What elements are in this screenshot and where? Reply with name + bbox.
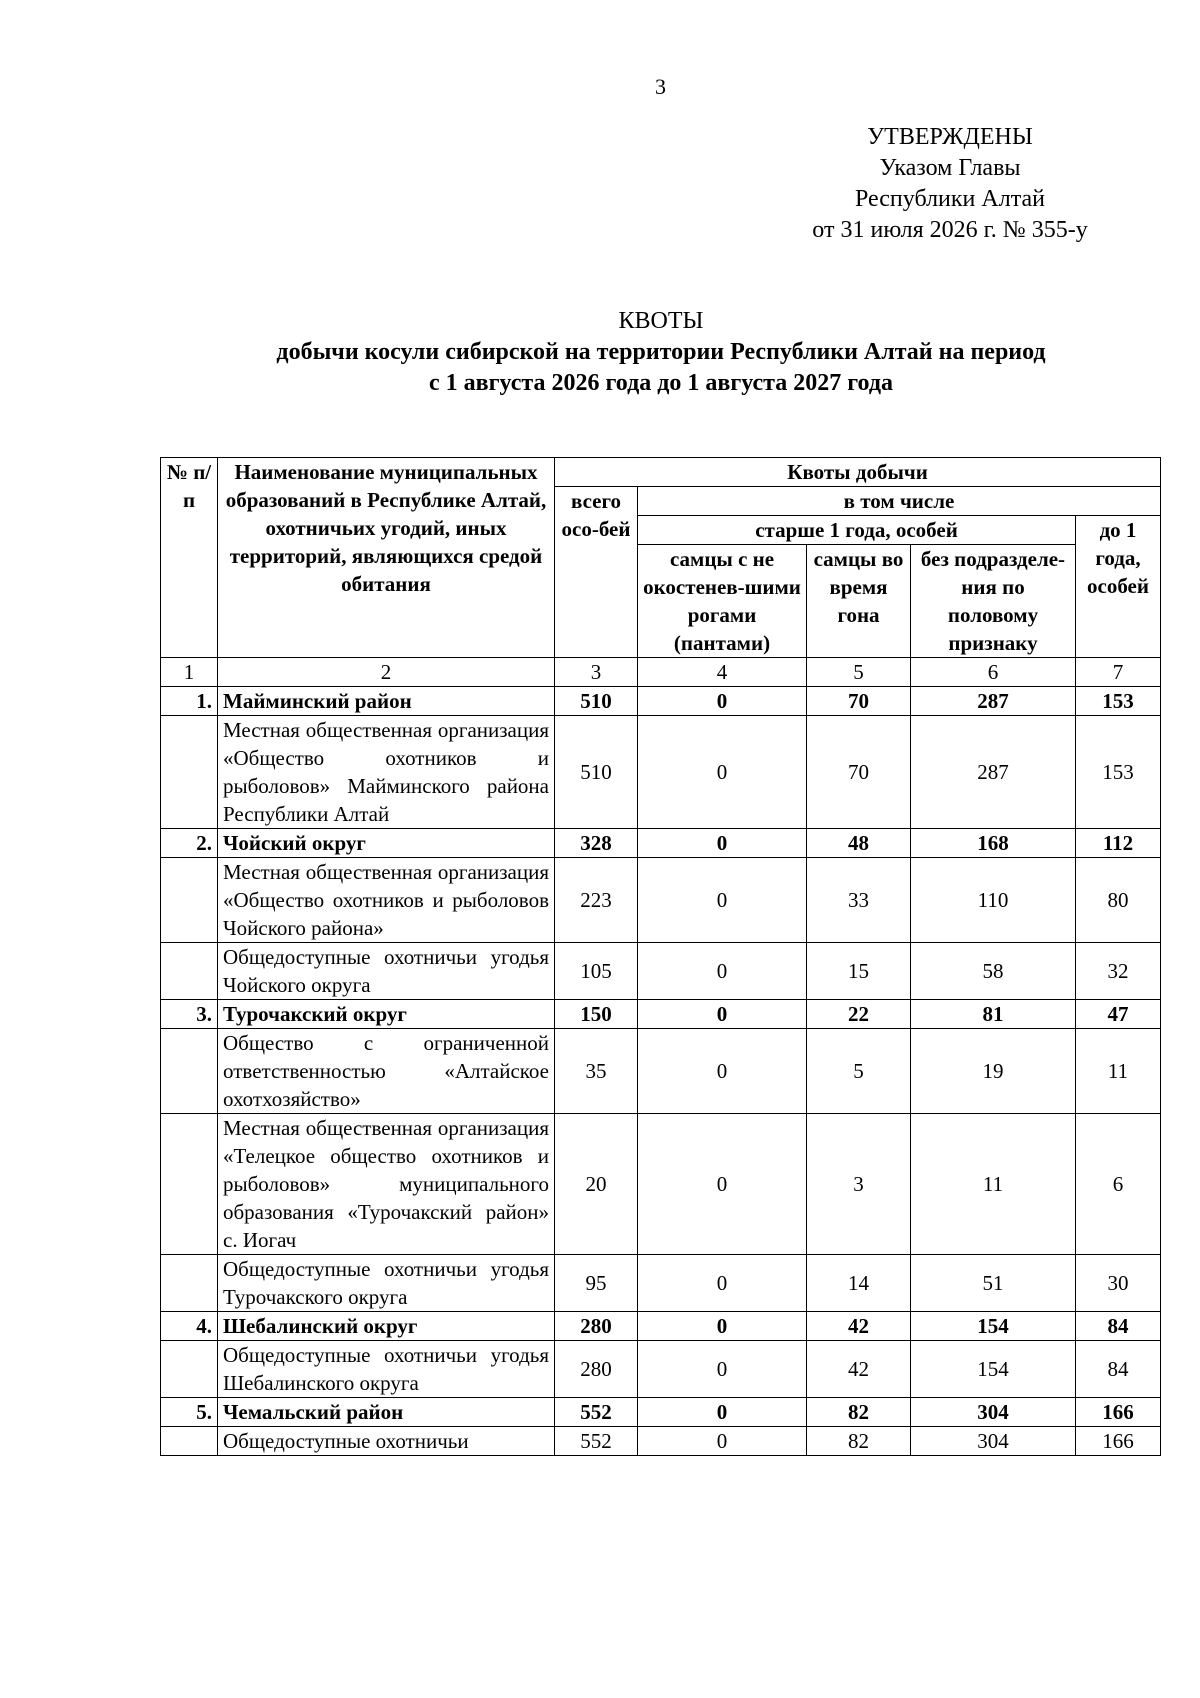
- row-rut-cell: 82: [807, 1398, 911, 1427]
- row-unsexed-cell: 304: [911, 1398, 1076, 1427]
- row-unsexed-cell: 154: [911, 1341, 1076, 1398]
- row-unsexed-cell: 287: [911, 716, 1076, 829]
- row-unsexed-cell: 51: [911, 1255, 1076, 1312]
- table-row: [161, 858, 1161, 943]
- header-quotas: Квоты добычи: [555, 458, 1161, 487]
- row-velvet-cell: 0: [638, 716, 807, 829]
- district-row: [161, 829, 1161, 858]
- row-name-cell: Турочакский округ: [218, 1000, 555, 1029]
- row-number-cell: 1.: [161, 687, 218, 716]
- row-unsexed-cell: 19: [911, 1029, 1076, 1114]
- row-under1-cell: 30: [1076, 1255, 1161, 1312]
- row-under1-cell: 84: [1076, 1341, 1161, 1398]
- row-name-cell: Местная общественная организация «Общество охотников и рыболовов» Майминского района Республики Алтай: [218, 716, 555, 829]
- row-name-cell: Чемальский район: [218, 1398, 555, 1427]
- row-total-cell: 510: [555, 716, 638, 829]
- row-total-cell: 280: [555, 1341, 638, 1398]
- row-under1-cell: 47: [1076, 1000, 1161, 1029]
- row-rut-cell: 70: [807, 716, 911, 829]
- table-row: [161, 1114, 1161, 1255]
- row-number-cell: [161, 858, 218, 943]
- header-rut: самцы во время гона: [807, 545, 911, 658]
- row-total-cell: 280: [555, 1312, 638, 1341]
- row-under1-cell: 166: [1076, 1427, 1161, 1456]
- quota-table-body: [161, 458, 1161, 1456]
- approval-line-2: Указом Главы: [879, 155, 1021, 181]
- district-row: [161, 687, 1161, 716]
- quota-table: [160, 457, 1161, 1456]
- row-total-cell: 510: [555, 687, 638, 716]
- header-no: № п/п: [161, 458, 218, 658]
- title-line-1: КВОТЫ: [618, 308, 704, 334]
- row-under1-cell: 153: [1076, 716, 1161, 829]
- page-number: 3: [655, 74, 666, 99]
- row-total-cell: 552: [555, 1398, 638, 1427]
- header-velvet: самцы с не окостенев-шими рогами (пантами): [638, 545, 807, 658]
- row-velvet-cell: 0: [638, 1114, 807, 1255]
- table-row: [161, 716, 1161, 829]
- approval-line-3: Республики Алтай: [855, 186, 1045, 212]
- row-total-cell: 552: [555, 1427, 638, 1456]
- column-number: 1: [161, 658, 218, 687]
- row-total-cell: 150: [555, 1000, 638, 1029]
- column-number: 6: [911, 658, 1076, 687]
- header-under1: до 1 года, особей: [1076, 516, 1161, 658]
- row-velvet-cell: 0: [638, 1255, 807, 1312]
- district-row: [161, 1000, 1161, 1029]
- district-row: [161, 1398, 1161, 1427]
- row-rut-cell: 33: [807, 858, 911, 943]
- row-under1-cell: 11: [1076, 1029, 1161, 1114]
- row-velvet-cell: 0: [638, 1000, 807, 1029]
- row-rut-cell: 48: [807, 829, 911, 858]
- row-under1-cell: 6: [1076, 1114, 1161, 1255]
- row-velvet-cell: 0: [638, 1341, 807, 1398]
- row-name-cell: Местная общественная организация «Общество охотников и рыболовов Чойского района»: [218, 858, 555, 943]
- row-velvet-cell: 0: [638, 1427, 807, 1456]
- table-row: [161, 1255, 1161, 1312]
- row-number-cell: 2.: [161, 829, 218, 858]
- row-name-cell: Шебалинский округ: [218, 1312, 555, 1341]
- row-rut-cell: 15: [807, 943, 911, 1000]
- table-row: [161, 1427, 1161, 1456]
- row-under1-cell: 153: [1076, 687, 1161, 716]
- title-line-3: с 1 августа 2026 года до 1 августа 2027 года: [428, 370, 893, 396]
- header-name: Наименование муниципальных образований в Республике Алтай, охотничьих угодий, иных территорий, являющихся средой обитания: [218, 458, 555, 658]
- row-number-cell: [161, 1427, 218, 1456]
- row-unsexed-cell: 168: [911, 829, 1076, 858]
- row-rut-cell: 42: [807, 1312, 911, 1341]
- row-velvet-cell: 0: [638, 943, 807, 1000]
- row-total-cell: 35: [555, 1029, 638, 1114]
- row-velvet-cell: 0: [638, 1029, 807, 1114]
- row-velvet-cell: 0: [638, 687, 807, 716]
- row-under1-cell: 112: [1076, 829, 1161, 858]
- row-name-cell: Общедоступные охотничьи: [218, 1427, 555, 1456]
- row-unsexed-cell: 58: [911, 943, 1076, 1000]
- row-name-cell: Местная общественная организация «Телецкое общество охотников и рыболовов» муниципального образования «Турочакский район» с. Иогач: [218, 1114, 555, 1255]
- row-velvet-cell: 0: [638, 1398, 807, 1427]
- row-number-cell: [161, 1029, 218, 1114]
- row-rut-cell: 82: [807, 1427, 911, 1456]
- row-name-cell: Общество с ограниченной ответственностью «Алтайское охотхозяйство»: [218, 1029, 555, 1114]
- row-velvet-cell: 0: [638, 1312, 807, 1341]
- row-rut-cell: 14: [807, 1255, 911, 1312]
- row-under1-cell: 166: [1076, 1398, 1161, 1427]
- header-total: всего осо-бей: [555, 487, 638, 658]
- title-line-2: добычи косули сибирской на территории Республики Алтай на период: [276, 339, 1046, 365]
- row-name-cell: Общедоступные охотничьи угодья Чойского округа: [218, 943, 555, 1000]
- row-number-cell: [161, 1341, 218, 1398]
- row-total-cell: 105: [555, 943, 638, 1000]
- row-number-cell: [161, 716, 218, 829]
- row-under1-cell: 84: [1076, 1312, 1161, 1341]
- row-unsexed-cell: 154: [911, 1312, 1076, 1341]
- row-total-cell: 95: [555, 1255, 638, 1312]
- column-numbers-row: [161, 658, 1161, 687]
- row-total-cell: 223: [555, 858, 638, 943]
- column-number: 5: [807, 658, 911, 687]
- row-unsexed-cell: 304: [911, 1427, 1076, 1456]
- row-under1-cell: 32: [1076, 943, 1161, 1000]
- row-total-cell: 328: [555, 829, 638, 858]
- row-number-cell: 4.: [161, 1312, 218, 1341]
- column-number: 3: [555, 658, 638, 687]
- table-row: [161, 1029, 1161, 1114]
- row-unsexed-cell: 110: [911, 858, 1076, 943]
- column-number: 4: [638, 658, 807, 687]
- row-total-cell: 20: [555, 1114, 638, 1255]
- row-rut-cell: 22: [807, 1000, 911, 1029]
- column-number: 2: [218, 658, 555, 687]
- table-row: [161, 1341, 1161, 1398]
- table-row: [161, 943, 1161, 1000]
- row-name-cell: Чойский округ: [218, 829, 555, 858]
- row-number-cell: [161, 1255, 218, 1312]
- header-row-1: [161, 458, 1161, 487]
- row-name-cell: Майминский район: [218, 687, 555, 716]
- row-unsexed-cell: 287: [911, 687, 1076, 716]
- approval-line-4: от 31 июля 2026 г. № 355-у: [812, 217, 1088, 243]
- header-including: в том числе: [638, 487, 1161, 516]
- row-rut-cell: 3: [807, 1114, 911, 1255]
- row-number-cell: 3.: [161, 1000, 218, 1029]
- row-rut-cell: 42: [807, 1341, 911, 1398]
- row-under1-cell: 80: [1076, 858, 1161, 943]
- approval-line-1: УТВЕРЖДЕНЫ: [867, 124, 1033, 150]
- row-name-cell: Общедоступные охотничьи угодья Шебалинского округа: [218, 1341, 555, 1398]
- row-number-cell: 5.: [161, 1398, 218, 1427]
- row-velvet-cell: 0: [638, 829, 807, 858]
- district-row: [161, 1312, 1161, 1341]
- approval-stamp: [780, 122, 1120, 246]
- header-unsexed: без подразделе-ния по половому признаку: [911, 545, 1076, 658]
- document-title: [196, 306, 1126, 399]
- header-older: старше 1 года, особей: [638, 516, 1076, 545]
- row-unsexed-cell: 81: [911, 1000, 1076, 1029]
- column-number: 7: [1076, 658, 1161, 687]
- row-velvet-cell: 0: [638, 858, 807, 943]
- row-number-cell: [161, 943, 218, 1000]
- row-unsexed-cell: 11: [911, 1114, 1076, 1255]
- row-rut-cell: 70: [807, 687, 911, 716]
- row-number-cell: [161, 1114, 218, 1255]
- row-name-cell: Общедоступные охотничьи угодья Турочакского округа: [218, 1255, 555, 1312]
- row-rut-cell: 5: [807, 1029, 911, 1114]
